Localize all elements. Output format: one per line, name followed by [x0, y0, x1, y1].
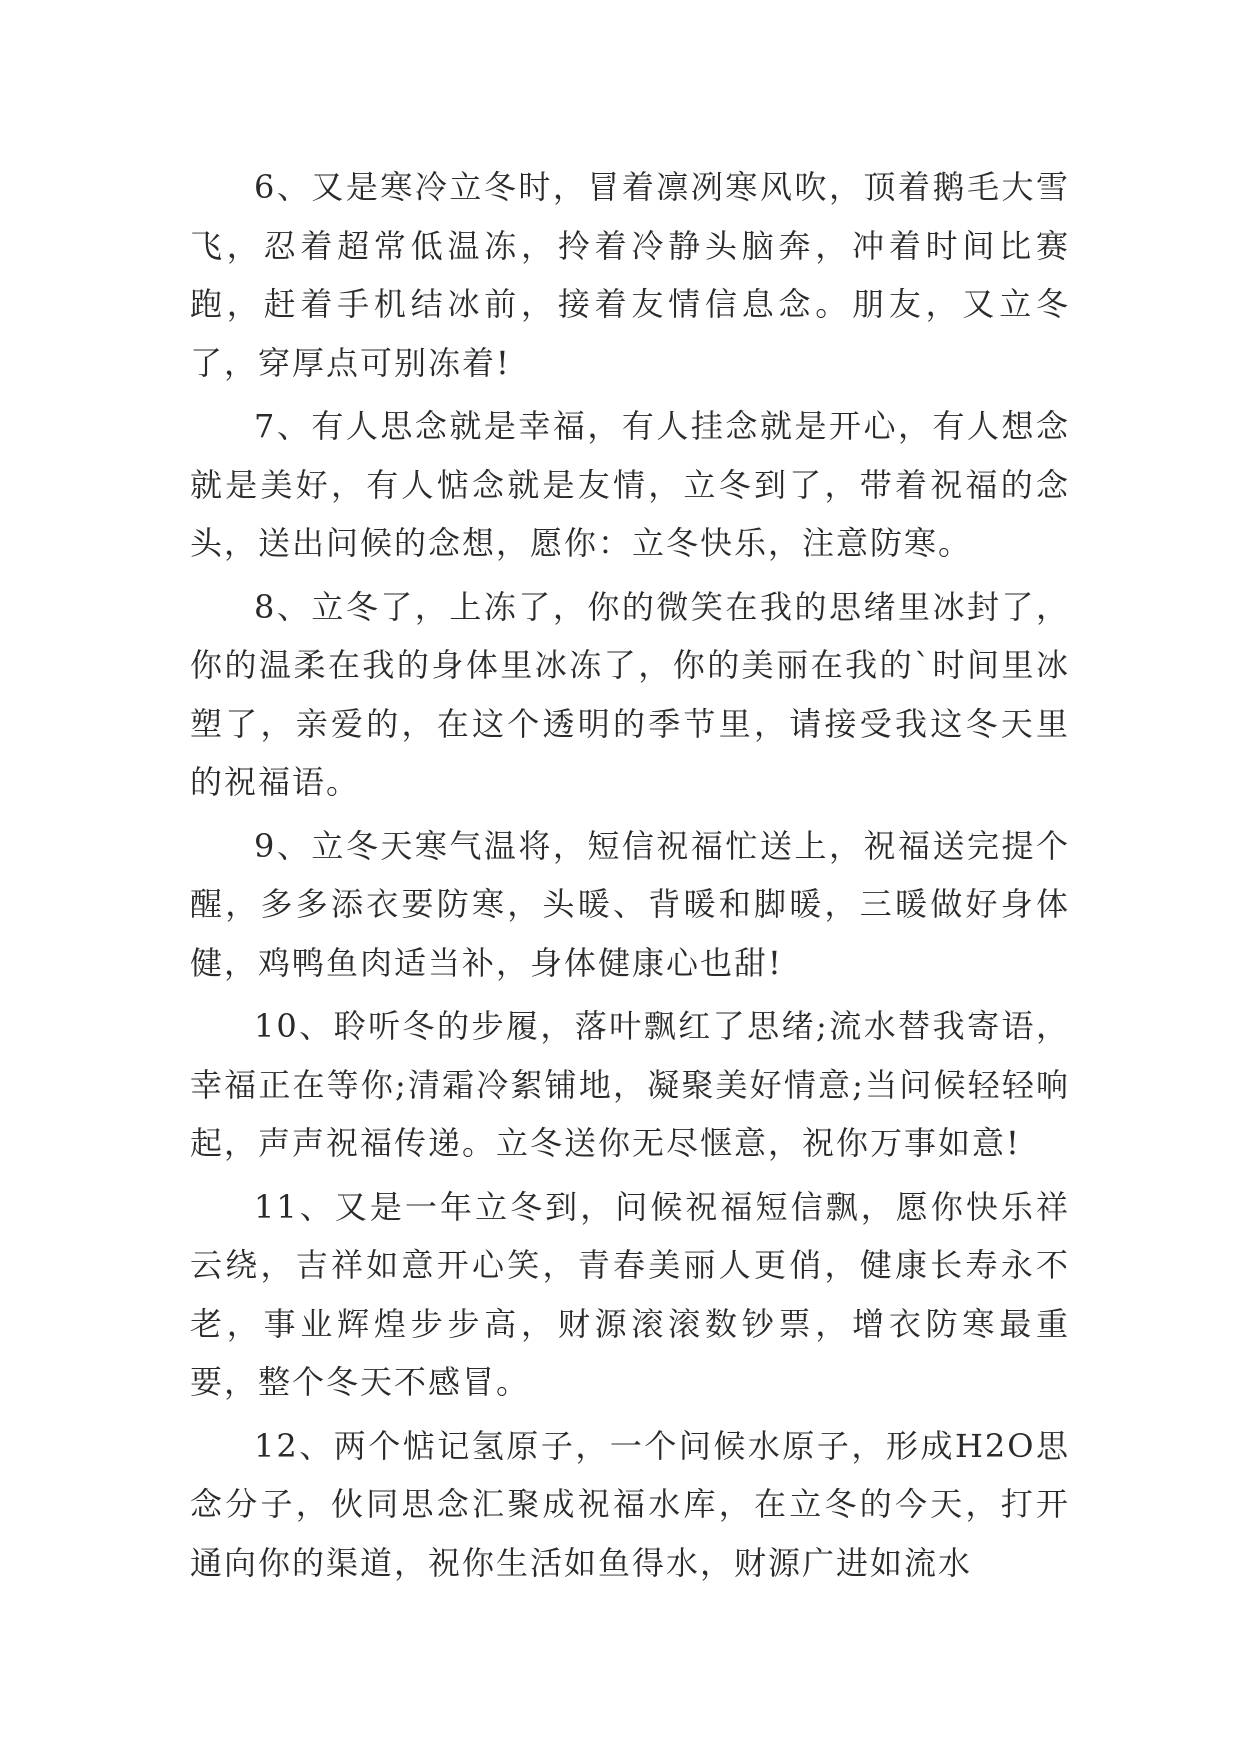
document-body [190, 158, 1070, 1597]
paragraph-6: 6、又是寒冷立冬时，冒着凛冽寒风吹，顶着鹅毛大雪飞，忍着超常低温冻，拎着冷静头脑奔，冲着时间比赛跑，赶着手机结冰前，接着友情信息念。朋友，又立冬了，穿厚点可别冻着! [190, 168, 1070, 382]
paragraph-10: 10、聆听冬的步履，落叶飘红了思绪;流水替我寄语，幸福正在等你;清霜冷絮铺地，凝聚美好情意;当问候轻轻响起，声声祝福传递。立冬送你无尽惬意，祝你万事如意! [190, 1007, 1070, 1162]
paragraph-7: 7、有人思念就是幸福，有人挂念就是开心，有人想念就是美好，有人惦念就是友情，立冬到了，带着祝福的念头，送出问候的念想，愿你：立冬快乐，注意防寒。 [190, 407, 1070, 562]
paragraph-9: 9、立冬天寒气温将，短信祝福忙送上，祝福送完提个醒，多多添衣要防寒，头暖、背暖和脚暖，三暖做好身体健，鸡鸭鱼肉适当补，身体健康心也甜! [190, 826, 1070, 982]
paragraph-12: 12、两个惦记氢原子，一个问候水原子，形成H2O思念分子，伙同思念汇聚成祝福水库，在立冬的今天，打开通向你的渠道，祝你生活如鱼得水，财源广进如流水 [190, 1426, 1070, 1582]
paragraph-11: 11、又是一年立冬到，问候祝福短信飘，愿你快乐祥云绕，吉祥如意开心笑，青春美丽人更俏，健康长寿永不老，事业辉煌步步高，财源滚滚数钞票，增衣防寒最重要，整个冬天不感冒。 [190, 1187, 1070, 1401]
paragraph-8: 8、立冬了，上冻了，你的微笑在我的思绪里冰封了，你的温柔在我的身体里冰冻了，你的美丽在我的`时间里冰塑了，亲爱的，在这个透明的季节里，请接受我这冬天里的祝福语。 [190, 587, 1070, 801]
